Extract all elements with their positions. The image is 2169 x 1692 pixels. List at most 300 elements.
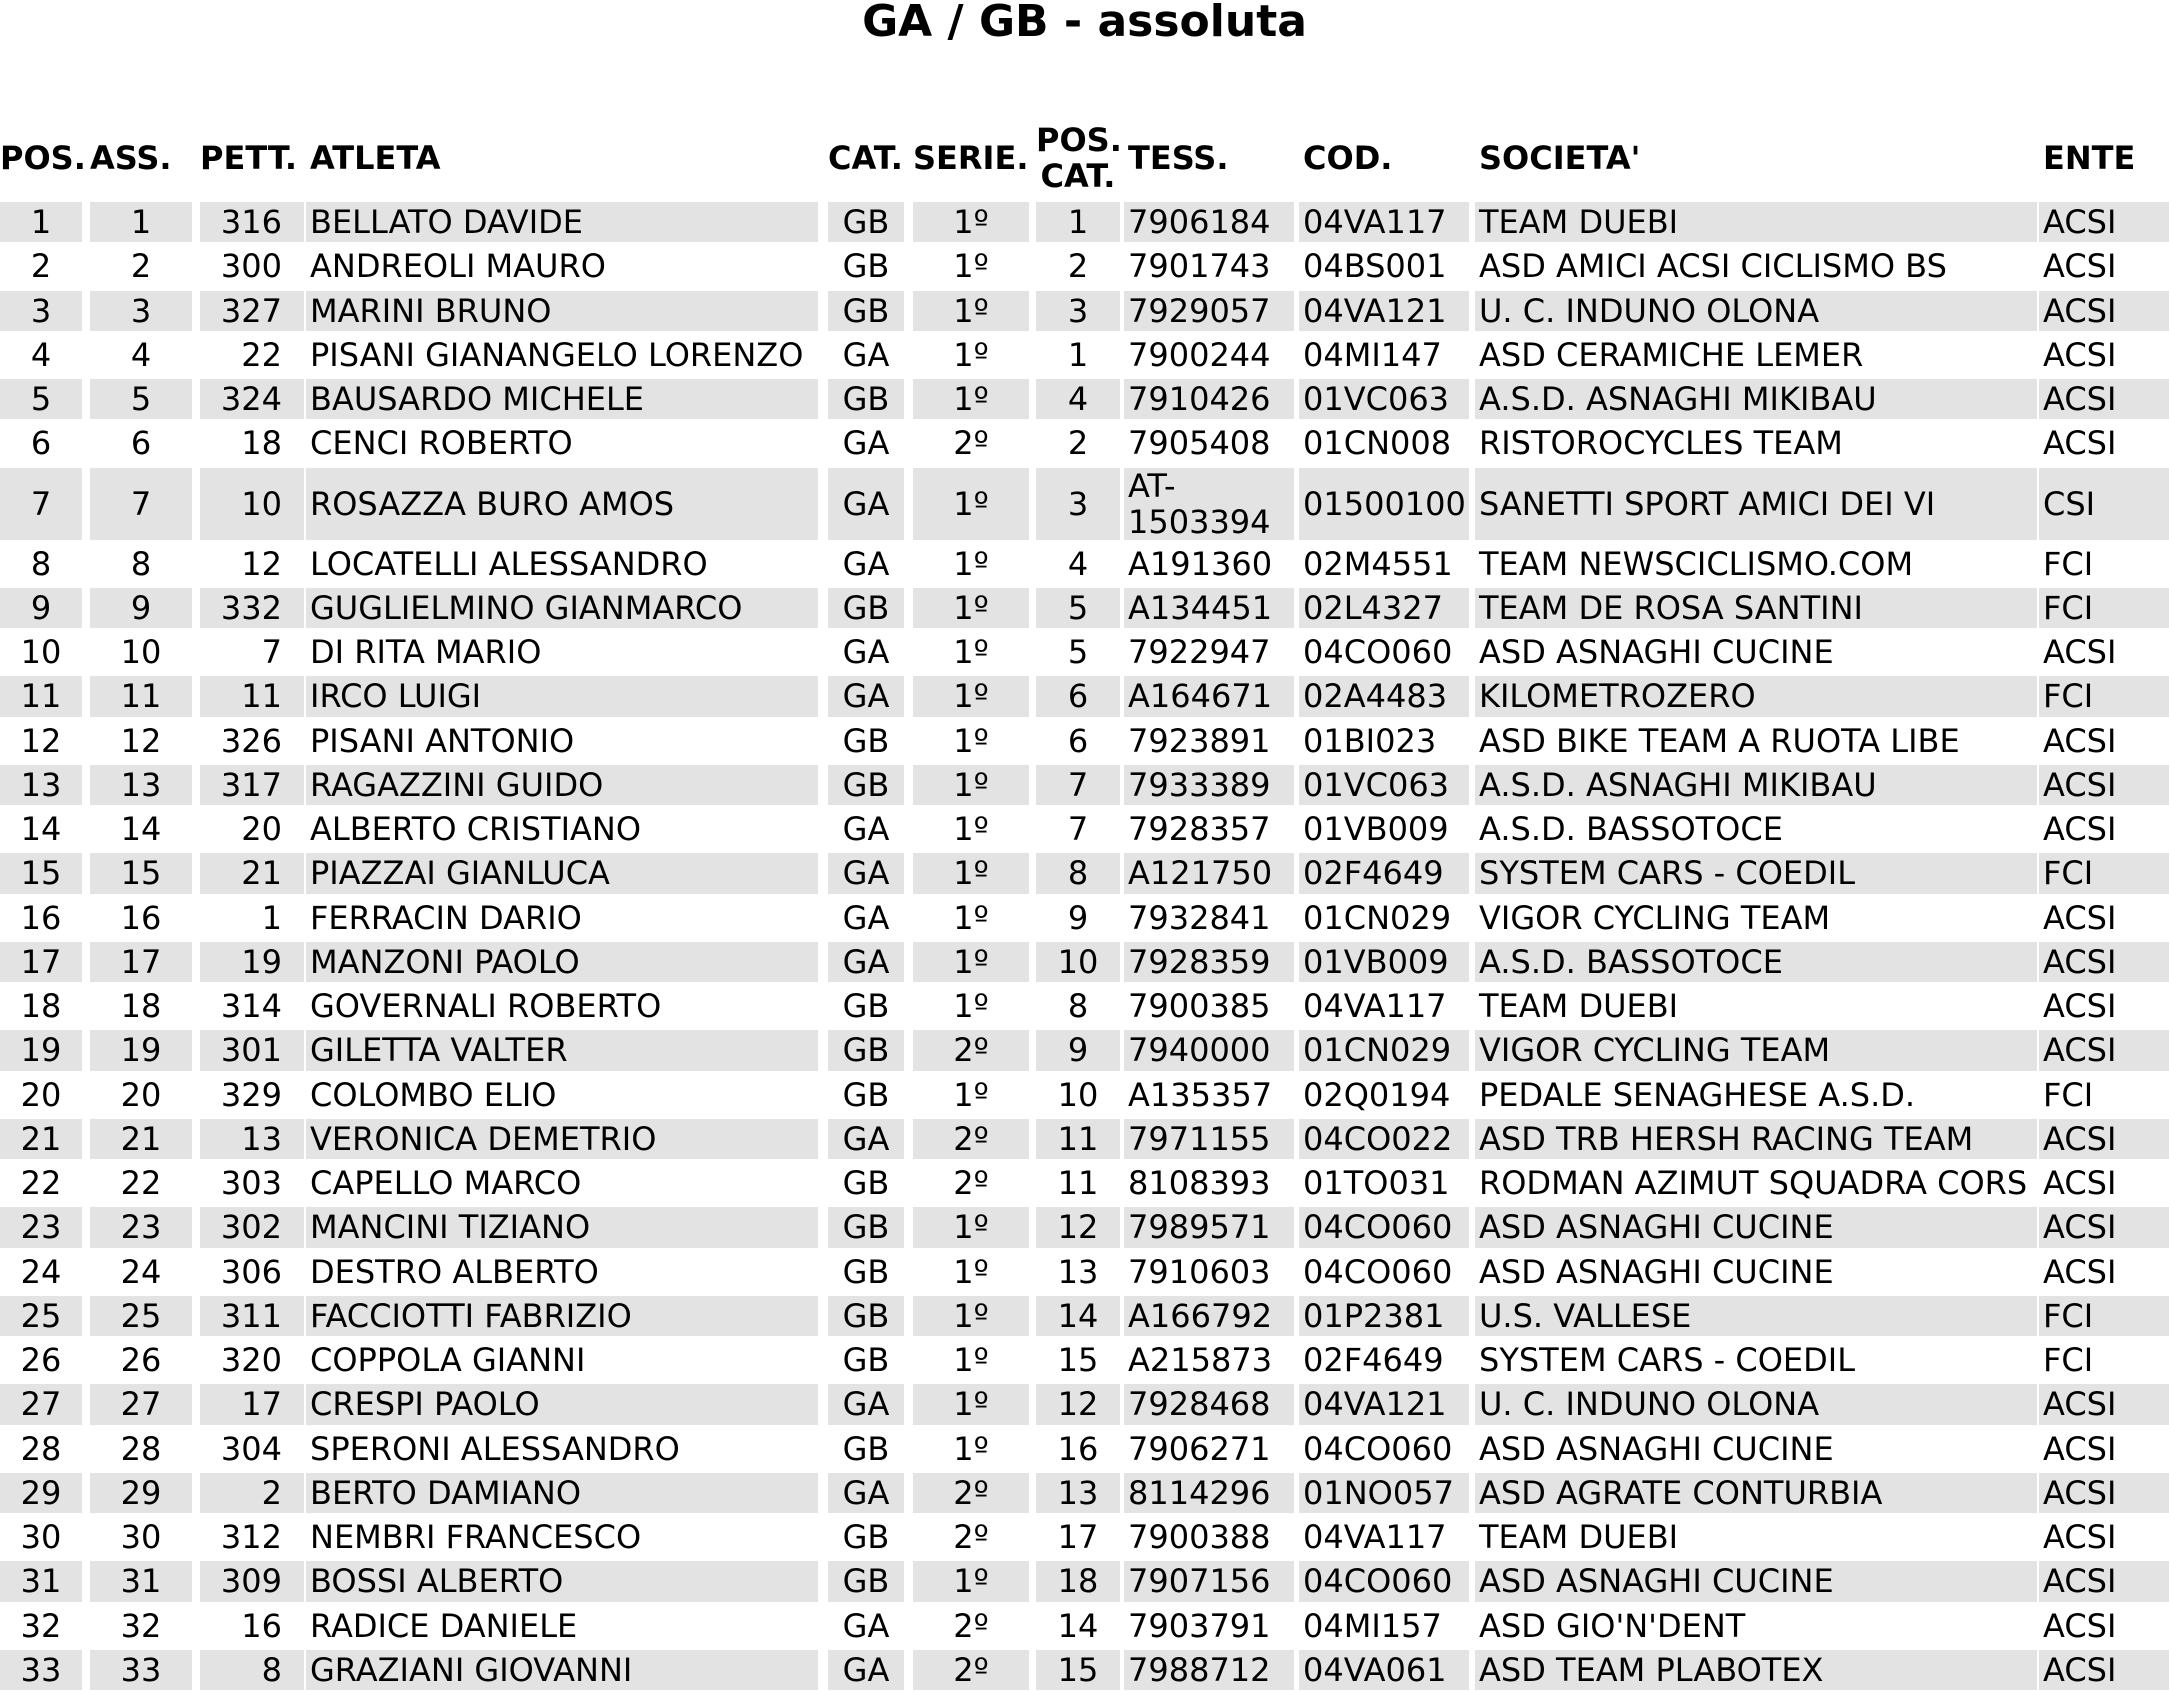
cell-cod: 04CO060 — [1303, 633, 1453, 671]
cell-ente: ACSI — [2039, 1384, 2169, 1424]
cell-societa: A.S.D. BASSOTOCE — [1475, 942, 2037, 982]
cell-serie: 1º — [913, 1384, 1029, 1424]
header-pett: PETT. — [200, 139, 297, 177]
cell-serie: 1º — [913, 468, 1029, 540]
table-row — [0, 200, 2169, 244]
cell-pett: 13 — [200, 1119, 304, 1159]
cell-cod: 04VA121 — [1299, 291, 1469, 331]
table-row — [0, 719, 2169, 763]
cell-poscat: 11 — [1057, 1164, 1099, 1202]
cell-serie: 1º — [913, 676, 1029, 716]
cell-ass: 29 — [90, 1473, 192, 1513]
cell-ente: ACSI — [2039, 202, 2169, 242]
cell-pos: 23 — [0, 1207, 82, 1247]
cell-ass: 6 — [130, 424, 152, 463]
cell-tess: 7971155 — [1124, 1119, 1294, 1159]
cell-poscat: 15 — [1036, 1650, 1120, 1690]
table-row — [0, 674, 2169, 718]
cell-pett: 324 — [200, 379, 304, 419]
cell-poscat: 3 — [1036, 291, 1120, 331]
cell-ente: FCI — [2039, 676, 2169, 716]
cell-tess: A191360 — [1128, 544, 1273, 583]
cell-atleta: PISANI GIANANGELO LORENZO — [310, 335, 804, 374]
cell-cod: 01TO031 — [1303, 1164, 1450, 1202]
cell-pett: 17 — [200, 1384, 304, 1424]
cell-atleta: GOVERNALI ROBERTO — [310, 987, 662, 1025]
cell-serie: 2º — [913, 1119, 1029, 1159]
cell-pos: 14 — [20, 810, 62, 848]
table-row — [0, 333, 2169, 377]
cell-societa: TEAM DUEBI — [1475, 202, 2037, 242]
cell-pos: 4 — [30, 335, 52, 374]
cell-cod: 02F4649 — [1303, 1341, 1444, 1379]
cell-ente: ACSI — [2043, 247, 2117, 286]
cell-atleta: MANCINI TIZIANO — [306, 1207, 818, 1247]
cell-ass: 13 — [90, 765, 192, 805]
cell-pos: 3 — [0, 291, 82, 331]
cell-ass: 22 — [120, 1164, 162, 1202]
cell-cod: 02F4649 — [1299, 853, 1469, 893]
cell-ass: 11 — [90, 676, 192, 716]
cell-cod: 04MI147 — [1303, 335, 1442, 374]
cell-societa: RODMAN AZIMUT SQUADRA CORS — [1479, 1164, 2028, 1202]
cell-cat: GA — [842, 544, 890, 583]
cell-cod: 02A4483 — [1299, 676, 1469, 716]
cell-poscat: 18 — [1036, 1561, 1120, 1601]
cell-tess: 7922947 — [1128, 633, 1271, 671]
cell-cat: GA — [828, 1119, 904, 1159]
cell-ass: 15 — [90, 853, 192, 893]
cell-ass: 20 — [120, 1075, 162, 1114]
cell-serie: 1º — [913, 1207, 1029, 1247]
cell-ass: 23 — [90, 1207, 192, 1247]
cell-pett: 301 — [200, 1030, 304, 1070]
cell-poscat: 9 — [1036, 1030, 1120, 1070]
table-row — [0, 1427, 2169, 1471]
table-row — [0, 1117, 2169, 1161]
cell-cod: 04CO060 — [1303, 1252, 1453, 1291]
cell-atleta: DESTRO ALBERTO — [310, 1252, 599, 1291]
cell-ente: ACSI — [2039, 1473, 2169, 1513]
cell-tess: 7928357 — [1128, 810, 1271, 848]
cell-societa: U. C. INDUNO OLONA — [1475, 291, 2037, 331]
cell-tess: 7910426 — [1124, 379, 1294, 419]
cell-pett: 304 — [220, 1429, 282, 1468]
cell-tess: A164671 — [1124, 676, 1294, 716]
cell-societa: ASD ASNAGHI CUCINE — [1479, 1252, 1834, 1291]
cell-serie: 1º — [953, 721, 989, 760]
cell-atleta: RADICE DANIELE — [310, 1606, 578, 1645]
cell-serie: 1º — [913, 1561, 1029, 1601]
table-row — [0, 421, 2169, 465]
cell-societa: VIGOR CYCLING TEAM — [1475, 1030, 2037, 1070]
cell-ass: 26 — [120, 1341, 162, 1379]
cell-pett: 2 — [200, 1473, 304, 1513]
cell-poscat: 8 — [1036, 853, 1120, 893]
table-row — [0, 1604, 2169, 1648]
cell-tess: 7900244 — [1128, 335, 1271, 374]
cell-ente: ACSI — [2043, 1164, 2117, 1202]
cell-tess: 7906184 — [1124, 202, 1294, 242]
cell-serie: 2º — [953, 1606, 989, 1645]
cell-cat: GA — [842, 1606, 890, 1645]
cell-atleta: BAUSARDO MICHELE — [306, 379, 818, 419]
cell-serie: 2º — [953, 1518, 989, 1556]
header-ente: ENTE — [2043, 139, 2136, 177]
cell-poscat: 7 — [1067, 810, 1089, 848]
cell-cat: GB — [828, 291, 904, 331]
cell-societa: ASD BIKE TEAM A RUOTA LIBE — [1479, 721, 1960, 760]
cell-ass: 27 — [90, 1384, 192, 1424]
cell-cat: GA — [842, 898, 890, 937]
cell-pos: 1 — [0, 202, 82, 242]
cell-pos: 33 — [0, 1650, 82, 1690]
cell-pos: 32 — [20, 1606, 62, 1645]
table-row — [0, 1338, 2169, 1382]
cell-societa: ASD TEAM PLABOTEX — [1475, 1650, 2037, 1690]
cell-ass: 16 — [120, 898, 162, 937]
cell-pett: 332 — [200, 588, 304, 628]
table-row — [0, 1028, 2169, 1072]
header-serie: SERIE. — [913, 139, 1029, 177]
cell-societa: KILOMETROZERO — [1475, 676, 2037, 716]
table-row — [0, 244, 2169, 288]
cell-societa: SANETTI SPORT AMICI DEI VI — [1475, 468, 2037, 540]
cell-cat: GA — [842, 335, 890, 374]
cell-societa: ASD ASNAGHI CUCINE — [1479, 1429, 1834, 1468]
cell-poscat: 16 — [1057, 1429, 1099, 1468]
cell-pett: 329 — [220, 1075, 282, 1114]
cell-societa: ASD ASNAGHI CUCINE — [1475, 1207, 2037, 1247]
cell-pett: 312 — [220, 1518, 282, 1556]
cell-ass: 19 — [90, 1030, 192, 1070]
cell-pos: 25 — [0, 1296, 82, 1336]
table-row — [0, 940, 2169, 984]
cell-pos: 29 — [0, 1473, 82, 1513]
cell-cod: 04VA061 — [1299, 1650, 1469, 1690]
cell-pos: 26 — [20, 1341, 62, 1379]
cell-atleta: CRESPI PAOLO — [306, 1384, 818, 1424]
cell-atleta: RAGAZZINI GUIDO — [306, 765, 818, 805]
table-row — [0, 542, 2169, 586]
cell-cod: 01500100 — [1299, 468, 1469, 540]
cell-serie: 1º — [953, 247, 989, 286]
cell-pett: 316 — [200, 202, 304, 242]
cell-cod: 04BS001 — [1303, 247, 1447, 286]
cell-atleta: FACCIOTTI FABRIZIO — [306, 1296, 818, 1336]
cell-cat: GA — [842, 810, 890, 848]
cell-pos: 20 — [20, 1075, 62, 1114]
cell-serie: 1º — [913, 1296, 1029, 1336]
cell-tess — [1124, 468, 1294, 540]
cell-ente: ACSI — [2043, 1518, 2117, 1556]
cell-tess: 7940000 — [1124, 1030, 1294, 1070]
cell-ass: 24 — [120, 1252, 162, 1291]
tess-line1: AT- — [1128, 467, 1176, 505]
cell-cod: 04VA121 — [1299, 1384, 1469, 1424]
cell-atleta: CENCI ROBERTO — [310, 424, 573, 463]
cell-tess: 7907156 — [1124, 1561, 1294, 1601]
table-row — [0, 1294, 2169, 1338]
cell-pett: 8 — [200, 1650, 304, 1690]
cell-ass: 21 — [90, 1119, 192, 1159]
cell-cod: 01P2381 — [1299, 1296, 1469, 1336]
cell-pos: 9 — [0, 588, 82, 628]
cell-cat: GB — [842, 247, 890, 286]
header-cat: CAT. — [828, 139, 903, 177]
table-row — [0, 1515, 2169, 1559]
cell-tess: 7901743 — [1128, 247, 1271, 286]
cell-ente: ACSI — [2043, 987, 2117, 1025]
cell-tess: A121750 — [1124, 853, 1294, 893]
cell-serie: 2º — [913, 1473, 1029, 1513]
cell-poscat: 4 — [1036, 379, 1120, 419]
header-ass: ASS. — [90, 139, 172, 177]
table-row — [0, 466, 2169, 542]
cell-ente: FCI — [2043, 1075, 2094, 1114]
cell-ente: ACSI — [2039, 765, 2169, 805]
cell-pos: 17 — [0, 942, 82, 982]
cell-cod: 01CN029 — [1299, 1030, 1469, 1070]
cell-ente: ACSI — [2043, 335, 2117, 374]
cell-tess: 8114296 — [1124, 1473, 1294, 1513]
cell-pos: 30 — [20, 1518, 62, 1556]
cell-atleta: LOCATELLI ALESSANDRO — [310, 544, 708, 583]
cell-pos: 31 — [0, 1561, 82, 1601]
cell-cat: GB — [828, 202, 904, 242]
cell-cat: GA — [828, 942, 904, 982]
cell-societa: SYSTEM CARS - COEDIL — [1479, 1341, 1856, 1379]
cell-pos: 10 — [20, 633, 62, 671]
cell-poscat: 12 — [1036, 1384, 1120, 1424]
cell-poscat: 1 — [1067, 335, 1089, 374]
cell-ente: CSI — [2039, 468, 2169, 540]
cell-cat: GB — [828, 765, 904, 805]
cell-atleta: MARINI BRUNO — [306, 291, 818, 331]
cell-pett: 7 — [261, 633, 282, 671]
cell-cod: 04CO060 — [1303, 1429, 1453, 1468]
cell-cat: GB — [828, 1207, 904, 1247]
cell-atleta: DI RITA MARIO — [310, 633, 542, 671]
cell-societa: TEAM DUEBI — [1479, 1518, 1679, 1556]
cell-cod: 04VA117 — [1299, 202, 1469, 242]
cell-ente: FCI — [2039, 853, 2169, 893]
cell-societa: ASD AGRATE CONTURBIA — [1475, 1473, 2037, 1513]
cell-atleta: ALBERTO CRISTIANO — [310, 810, 642, 848]
cell-serie: 1º — [913, 765, 1029, 805]
cell-poscat: 10 — [1036, 942, 1120, 982]
cell-ass: 18 — [120, 987, 162, 1025]
cell-poscat: 3 — [1036, 468, 1120, 540]
cell-cod: 04CO022 — [1299, 1119, 1469, 1159]
header-cod: COD. — [1303, 139, 1393, 177]
table-row — [0, 1648, 2169, 1692]
cell-pett: 326 — [220, 721, 282, 760]
header-atleta: ATLETA — [310, 139, 441, 177]
cell-poscat: 1 — [1036, 202, 1120, 242]
cell-atleta: ROSAZZA BURO AMOS — [306, 468, 818, 540]
cell-tess: 7900385 — [1128, 987, 1271, 1025]
cell-pett: 311 — [200, 1296, 304, 1336]
cell-serie: 1º — [953, 1075, 989, 1114]
cell-serie: 1º — [953, 810, 989, 848]
cell-ass: 10 — [120, 633, 162, 671]
cell-atleta: PISANI ANTONIO — [310, 721, 575, 760]
cell-societa: U. C. INDUNO OLONA — [1475, 1384, 2037, 1424]
cell-serie: 1º — [953, 544, 989, 583]
cell-cat: GA — [828, 1384, 904, 1424]
cell-societa: TEAM DE ROSA SANTINI — [1475, 588, 2037, 628]
cell-ass: 14 — [120, 810, 162, 848]
cell-societa: U.S. VALLESE — [1475, 1296, 2037, 1336]
header-tess: TESS. — [1128, 139, 1229, 177]
table-header — [0, 118, 2169, 198]
cell-pos: 22 — [20, 1164, 62, 1202]
cell-pos: 13 — [0, 765, 82, 805]
cell-ass: 12 — [120, 721, 162, 760]
cell-poscat: 2 — [1067, 247, 1089, 286]
cell-societa: SYSTEM CARS - COEDIL — [1475, 853, 2037, 893]
cell-societa: VIGOR CYCLING TEAM — [1479, 898, 1831, 937]
cell-tess: A215873 — [1128, 1341, 1273, 1379]
cell-ente: ACSI — [2043, 1429, 2117, 1468]
cell-pos: 11 — [0, 676, 82, 716]
cell-cat: GB — [828, 1296, 904, 1336]
cell-serie: 2º — [913, 1030, 1029, 1070]
cell-atleta: BOSSI ALBERTO — [306, 1561, 818, 1601]
cell-ass: 8 — [130, 544, 152, 583]
cell-tess: 7905408 — [1128, 424, 1271, 463]
cell-societa: PEDALE SENAGHESE A.S.D. — [1479, 1075, 1916, 1114]
cell-ass: 3 — [90, 291, 192, 331]
cell-cod: 02Q0194 — [1303, 1075, 1451, 1114]
cell-cod: 01CN008 — [1303, 424, 1452, 463]
cell-poscat: 14 — [1057, 1606, 1099, 1645]
cell-serie: 1º — [913, 942, 1029, 982]
cell-tess: 7903791 — [1128, 1606, 1271, 1645]
cell-ass: 33 — [90, 1650, 192, 1690]
cell-pett: 22 — [241, 335, 282, 374]
cell-poscat: 14 — [1036, 1296, 1120, 1336]
cell-atleta: GILETTA VALTER — [306, 1030, 818, 1070]
cell-tess: 7929057 — [1124, 291, 1294, 331]
cell-tess: 7928468 — [1124, 1384, 1294, 1424]
cell-societa: ASD ASNAGHI CUCINE — [1475, 1561, 2037, 1601]
cell-serie: 1º — [913, 202, 1029, 242]
cell-ente: ACSI — [2039, 1030, 2169, 1070]
cell-serie: 1º — [913, 291, 1029, 331]
header-poscat-line1: POS. — [1036, 121, 1122, 159]
cell-atleta: BELLATO DAVIDE — [306, 202, 818, 242]
cell-pett: 303 — [220, 1164, 282, 1202]
cell-pett: 320 — [220, 1341, 282, 1379]
cell-ass: 7 — [90, 468, 192, 540]
cell-ente: ACSI — [2043, 810, 2117, 848]
header-pos: POS. — [0, 139, 86, 177]
cell-pos: 27 — [0, 1384, 82, 1424]
table-row — [0, 1205, 2169, 1249]
cell-cat: GB — [842, 721, 890, 760]
cell-ass: 28 — [120, 1429, 162, 1468]
cell-pett: 327 — [200, 291, 304, 331]
cell-cod: 04CO060 — [1299, 1561, 1469, 1601]
cell-societa: ASD GIO'N'DENT — [1479, 1606, 1746, 1645]
cell-ass: 31 — [90, 1561, 192, 1601]
header-poscat-line2: CAT. — [1040, 157, 1116, 195]
cell-cat: GB — [828, 588, 904, 628]
cell-cat: GB — [842, 1341, 890, 1379]
cell-cat: GA — [828, 468, 904, 540]
cell-pos: 19 — [0, 1030, 82, 1070]
cell-pos: 5 — [0, 379, 82, 419]
cell-cat: GB — [842, 1429, 890, 1468]
cell-pett: 21 — [200, 853, 304, 893]
cell-cod: 01VB009 — [1299, 942, 1469, 982]
cell-cat: GA — [828, 853, 904, 893]
cell-ass: 17 — [90, 942, 192, 982]
cell-societa: A.S.D. ASNAGHI MIKIBAU — [1475, 765, 2037, 805]
cell-serie: 1º — [953, 1429, 989, 1468]
cell-atleta: MANZONI PAOLO — [306, 942, 818, 982]
cell-ente: ACSI — [2039, 379, 2169, 419]
cell-pos: 16 — [20, 898, 62, 937]
cell-tess: 7932841 — [1128, 898, 1271, 937]
table-row — [0, 630, 2169, 674]
table-row — [0, 1250, 2169, 1294]
page-title: GA / GB - assoluta — [862, 0, 1307, 47]
cell-atleta: VERONICA DEMETRIO — [306, 1119, 818, 1159]
cell-pos: 18 — [20, 987, 62, 1025]
cell-societa: ASD CERAMICHE LEMER — [1479, 335, 1864, 374]
cell-pos: 15 — [0, 853, 82, 893]
table-row — [0, 851, 2169, 895]
cell-tess: 7988712 — [1124, 1650, 1294, 1690]
cell-pett: 11 — [200, 676, 304, 716]
cell-ente: ACSI — [2043, 633, 2117, 671]
table-row — [0, 586, 2169, 630]
cell-poscat: 6 — [1036, 676, 1120, 716]
cell-cat: GA — [828, 1473, 904, 1513]
cell-cat: GA — [828, 676, 904, 716]
cell-ass: 25 — [90, 1296, 192, 1336]
cell-serie: 1º — [953, 633, 989, 671]
cell-ente: ACSI — [2043, 721, 2117, 760]
cell-poscat: 4 — [1067, 544, 1089, 583]
cell-pos: 2 — [30, 247, 52, 286]
table-row — [0, 1161, 2169, 1205]
cell-tess: 7900388 — [1128, 1518, 1271, 1556]
cell-cat: GB — [842, 1164, 890, 1202]
cell-atleta: CAPELLO MARCO — [310, 1164, 582, 1202]
cell-ass: 5 — [90, 379, 192, 419]
cell-pos: 8 — [30, 544, 52, 583]
cell-atleta: SPERONI ALESSANDRO — [310, 1429, 680, 1468]
cell-serie: 2º — [953, 1164, 989, 1202]
cell-cod: 02L4327 — [1299, 588, 1469, 628]
cell-pett: 10 — [200, 468, 304, 540]
table-row — [0, 1471, 2169, 1515]
cell-cod: 04CO060 — [1299, 1207, 1469, 1247]
table-row — [0, 289, 2169, 333]
cell-pett: 12 — [241, 544, 282, 583]
cell-cat: GA — [842, 424, 890, 463]
cell-ente: ACSI — [2039, 1650, 2169, 1690]
cell-poscat: 2 — [1067, 424, 1089, 463]
cell-serie: 1º — [953, 987, 989, 1025]
cell-ente: ACSI — [2043, 898, 2117, 937]
cell-poscat: 17 — [1057, 1518, 1099, 1556]
results-table — [0, 200, 2169, 1692]
